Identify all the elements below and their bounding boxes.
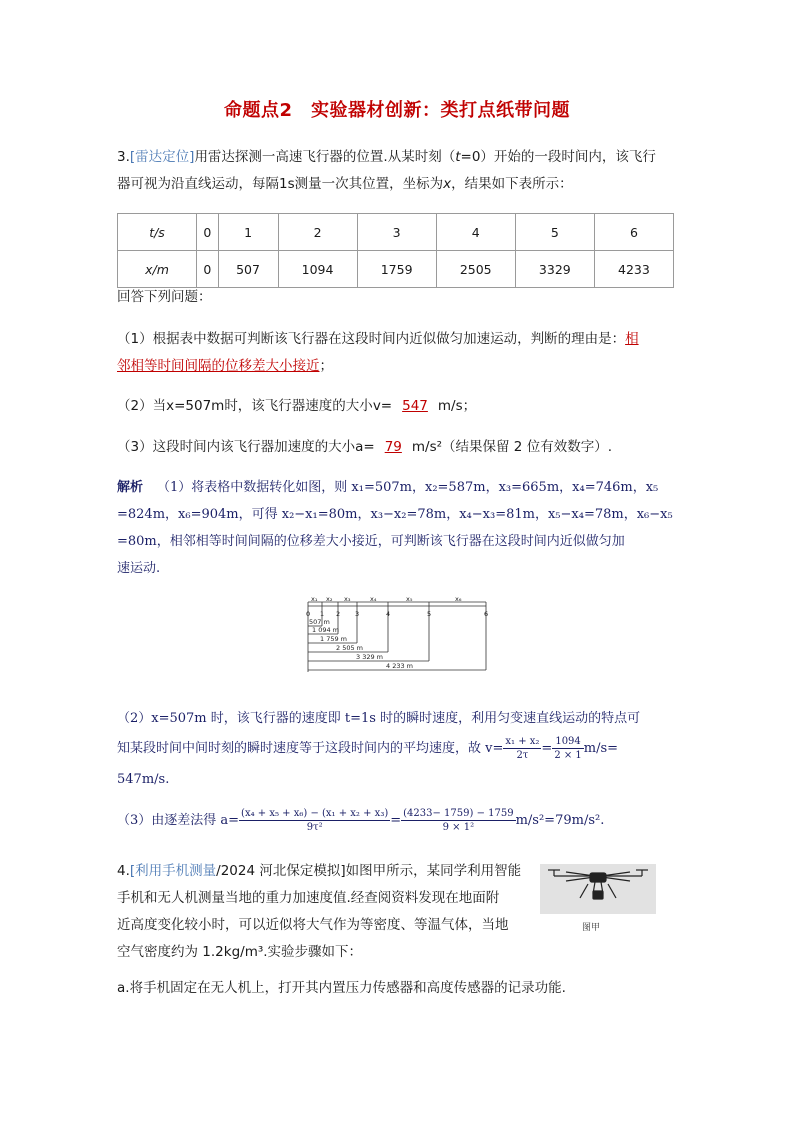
q3-stem-line2: 器可视为沿直线运动，每隔1s测量一次其位置，坐标为x，结果如下表所示： xyxy=(117,176,573,192)
solution-1: 解析 （1）将表格中数据转化如图，则 x₁=507m，x₂=587m，x₃=665m，x₄=746m，x₅ =824m，x₆=904m，可得 x₂−x₁=80m，x₃−x₂=78m，x₄−x₃=81m，x₅−x₄=78m，x₆−x₅ =80m，相邻相等时间间隔的位移差大小接近，可判断该飞行器在这段时间内近似做匀加 速运动. xyxy=(117,480,673,576)
dist-label: 1 094 m xyxy=(312,626,340,634)
seg-label: x₆ xyxy=(455,596,462,603)
table-cell: 2505 xyxy=(436,251,515,288)
q3-part2: （2）当x=507m时，该飞行器速度的大小v= 547 m/s； xyxy=(117,398,477,414)
table-cell: 3329 xyxy=(515,251,594,288)
seg-label: x₄ xyxy=(370,596,377,603)
table-header-cell: t/s xyxy=(118,214,197,251)
dist-label: 3 329 m xyxy=(356,653,384,661)
table-cell: 0 xyxy=(197,251,219,288)
q3-part1: （1）根据表中数据可判断该飞行器在这段时间内近似做匀加速运动，判断的理由是：相 邻相等时间间隔的位移差大小接近； xyxy=(117,331,639,374)
table-row xyxy=(118,251,674,288)
answer-2: 547 xyxy=(402,398,428,414)
table-cell: 1 xyxy=(218,214,278,251)
answer-1a: 相 xyxy=(625,331,639,347)
table-cell: 3 xyxy=(357,214,436,251)
table-cell: 2 xyxy=(278,214,357,251)
section-title: 命题点2 实验器材创新：类打点纸带问题 xyxy=(223,100,571,121)
table-cell: 0 xyxy=(197,214,219,251)
q4-tag: [利用手机测量 xyxy=(129,863,217,879)
tick-label: 6 xyxy=(484,610,489,618)
tick-label: 0 xyxy=(306,610,311,618)
fraction: $\frac{1094}{2 \times 1}$ xyxy=(554,736,582,761)
seg-label: x₃ xyxy=(344,596,351,603)
table-cell: 507 xyxy=(218,251,278,288)
fraction: $\frac{\text{(x₄ + x₅ + x₆) − (x₁ + x₂ + x₃)}}{\text{9τ²}}$ xyxy=(241,808,389,833)
table-cell: 1094 xyxy=(278,251,357,288)
table-header-cell: x/m xyxy=(118,251,197,288)
data-table xyxy=(117,213,674,288)
tick-label: 4 xyxy=(386,610,391,618)
tick-label: 1 xyxy=(320,610,325,618)
q3-tag: [雷达定位] xyxy=(129,149,195,165)
dist-label: 1 759 m xyxy=(320,635,348,643)
tick-label: 5 xyxy=(427,610,432,618)
dist-label: 4 233 m xyxy=(386,662,414,670)
q4-step-a: a.将手机固定在无人机上，打开其内置压力传感器和高度传感器的记录功能. xyxy=(117,980,566,996)
dist-label: 2 505 m xyxy=(336,644,364,652)
answer-3: 79 xyxy=(384,439,402,455)
table-cell: 4 xyxy=(436,214,515,251)
drone-photo xyxy=(540,864,656,914)
answer-1b: 邻相等时间间隔的位移差大小接近 xyxy=(117,358,320,374)
tick-label: 2 xyxy=(336,610,341,618)
seg-label: x₂ xyxy=(326,596,333,603)
displacement-diagram xyxy=(300,596,495,676)
figure-caption: 图甲 xyxy=(582,923,601,933)
table-cell: 4233 xyxy=(594,251,673,288)
seg-label: x₅ xyxy=(406,596,413,603)
table-cell: 6 xyxy=(594,214,673,251)
solution-3: （3）由逐差法得 a= $\frac{\text{(x₄ + x₅ + x₆) − (x₁ + x₂ + x₃)}}{\text{9τ²}}$ = $\frac{(4233- 1759) - 1759}{\text{9 × 1²}}$ m/s²=79m/s². xyxy=(117,808,605,833)
table-row xyxy=(118,214,674,251)
seg-label: x₁ xyxy=(311,596,318,603)
table-cell: 1759 xyxy=(357,251,436,288)
q3-stem xyxy=(117,144,677,198)
solution-label: 解析 xyxy=(117,480,144,495)
solution-2: （2）x=507m 时，该飞行器的速度即 t=1s 时的瞬时速度，利用匀变速直线运动的特点可 知某段时间中间时刻的瞬时速度等于这段时间内的平均速度，故 v= $\frac{\text{x₁ + x₂}}{2\tau}$ = $\frac{1094}{2 \times 1}$ m/s= 547m/s. xyxy=(117,711,641,787)
fraction: $\frac{(4233- 1759) - 1759}{\text{9 × 1²}}$ xyxy=(403,808,514,833)
tick-label: 3 xyxy=(355,610,360,618)
q3-stem-line1: 3.[雷达定位]用雷达探测一高速飞行器的位置.从某时刻（t=0）开始的一段时间内，该飞行 xyxy=(117,149,656,165)
table-cell: 5 xyxy=(515,214,594,251)
q3-part3: （3）这段时间内该飞行器加速度的大小a= 79 m/s²（结果保留 2 位有效数字）. xyxy=(117,439,612,455)
q4-stem: 4.[利用手机测量/2024 河北保定模拟]如图甲所示，某同学利用智能 手机和无人机测量当地的重力加速度值.经查阅资料发现在地面附 近高度变化较小时，可以近似将大气作为等密度、等温气体，当地 空气密度约为 1.2kg/m³.实验步骤如下： xyxy=(117,863,522,960)
dist-label: 507 m xyxy=(309,618,330,626)
answer-intro: 回答下列问题： xyxy=(117,289,212,305)
fraction: $\frac{\text{x₁ + x₂}}{2\tau}$ xyxy=(505,736,540,761)
